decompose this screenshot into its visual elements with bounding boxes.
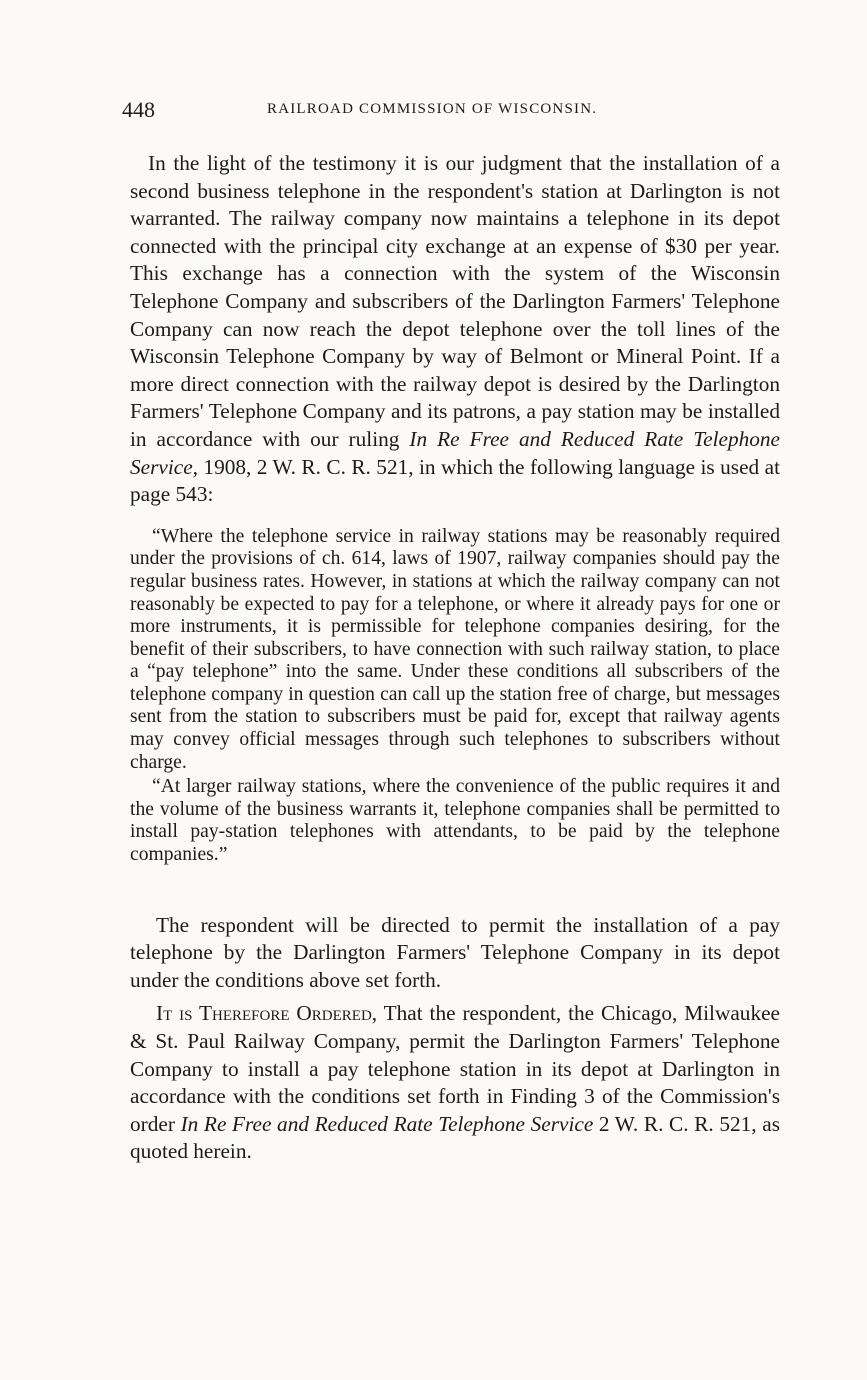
- paragraph-directive: The respondent will be directed to permit the installation of a pay telephone by the Darlington Farmers' Telephone Company in its depot under the conditions above set forth.: [130, 912, 780, 992]
- page-number: 448: [122, 97, 155, 122]
- running-head: RAILROAD COMMISSION OF WISCONSIN.: [267, 101, 598, 117]
- body-text: [130, 150, 780, 1166]
- paragraph-text: 1908, 2 W. R. C. R. 521, in which the following language is used at page 543:: [130, 454, 780, 507]
- block-quote-1: “Where the telephone service in railway stations may be reasonably required under the provisions of ch. 614, laws of 1907, railway companies should pay the regular business rates. However, in stations at which the railway company can not reasonably be expected to pay for a telephone, or where it already pays for one or more instruments, it is permissible for telephone companies desiring, for the benefit of their subscribers, to have connection with such railway station, to place a “pay telephone” into the same. Under these conditions all subscribers of the telephone company in question can call up the station free of charge, but messages sent from the station to subscribers must be paid for, except that railway agents may convey official messages through such telephones to subscribers without charge.: [130, 525, 780, 773]
- paragraph-judgment: [130, 150, 780, 509]
- paragraph-text: That the respondent, the Chicago, Milwaukee & St. Paul Railway Company, permit the Darlington Farmers' Telephone Company to install a pay telephone station in its depot at Darlington in accordance with the conditions set forth in Finding 3 of the Commission's order: [130, 1001, 780, 1136]
- block-quote-2: “At larger railway stations, where the convenience of the public requires it and the volume of the business warrants it, telephone companies shall be permitted to install pay-station telephones with attendants, to be paid by the telephone companies.”: [130, 776, 780, 866]
- order-lead: It is Therefore Ordered,: [156, 1001, 378, 1026]
- paragraph-text: In the light of the testimony it is our judgment that the installation of a second business telephone in the respondent's station at Darlington is not warranted. The railway company now maintains a telephone in its depot connected with the principal city exchange at an expense of $30 per year. This exchange has a connection with the system of the Wisconsin Telephone Company and subscribers of the Darlington Farmers' Telephone Company can now reach the depot telephone over the toll lines of the Wisconsin Telephone Company by way of Belmont or Mineral Point. If a more direct connection with the railway depot is desired by the Darlington Farmers' Telephone Company and its patrons, a pay station may be installed in accordance with our ruling: [130, 151, 780, 451]
- page-header: [122, 97, 782, 127]
- paragraph-order: [130, 1000, 780, 1166]
- case-citation: In Re Free and Reduced Rate Telephone Service,: [130, 426, 781, 479]
- case-citation: In Re Free and Reduced Rate Telephone Service: [180, 1111, 594, 1136]
- paragraph-text: 2 W. R. C. R. 521, as quoted herein.: [130, 1111, 780, 1164]
